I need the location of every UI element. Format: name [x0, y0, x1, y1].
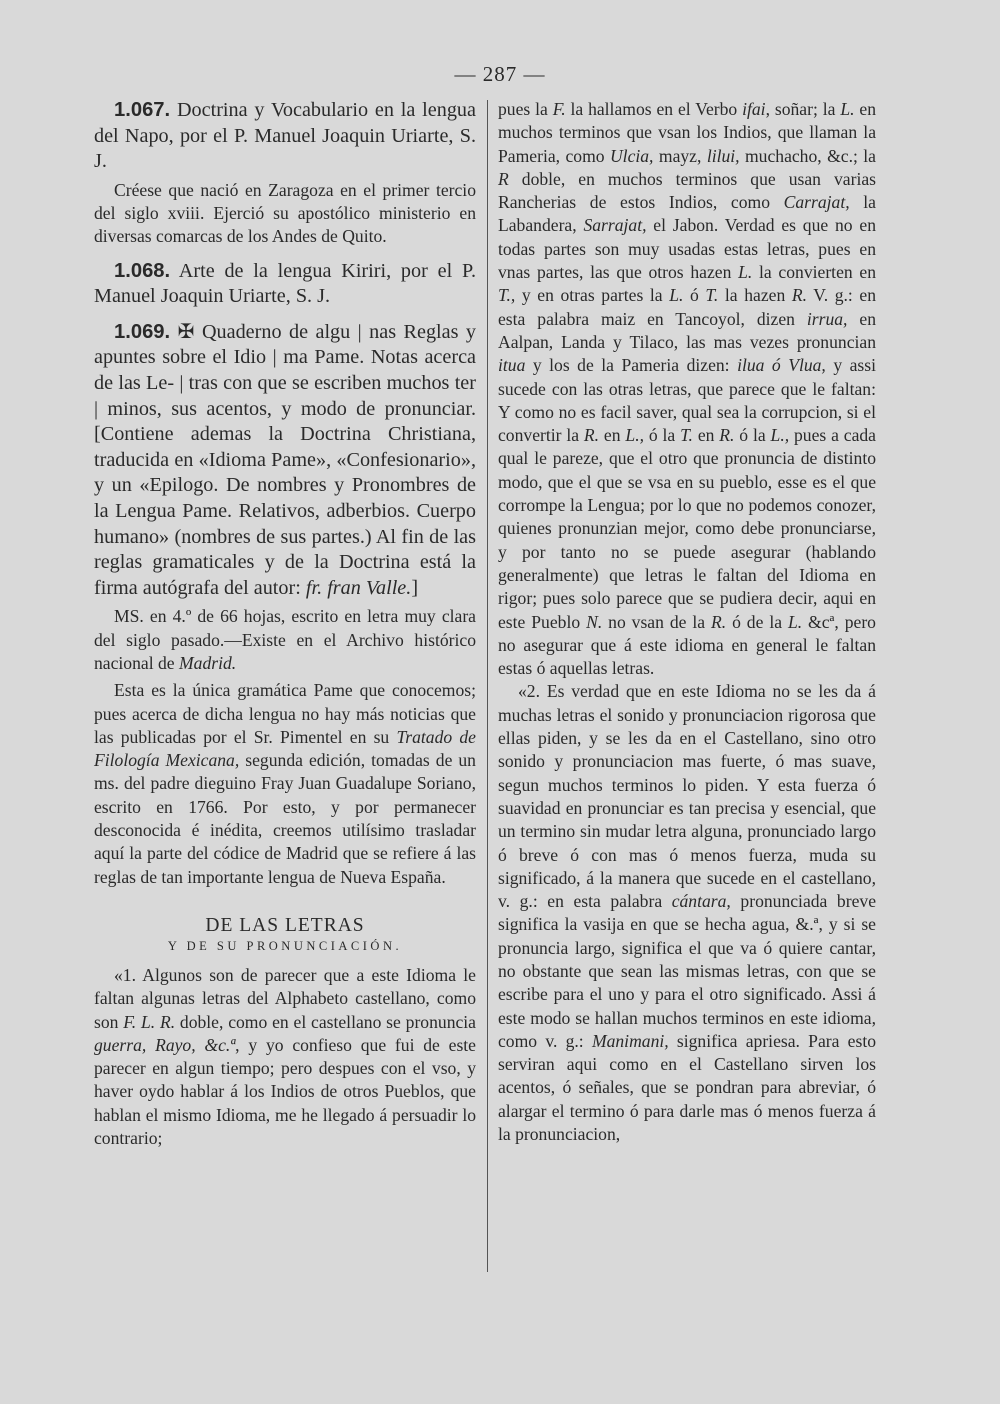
quote-text: la hallamos en el Verbo — [565, 99, 743, 119]
manuscript-text: MS. en 4.º de 66 hojas, escrito en letra muy clara del siglo pasado.—Existe en el Archivo histórico nacional de — [94, 606, 476, 673]
pame-word: Carrajat, — [783, 192, 850, 213]
quote-text: y assi sucede con las otras letras, que parece que le faltan: Y como no es facil saver, qual sea la corrupcion, si el convertir la — [498, 355, 877, 446]
letter: L. — [669, 285, 684, 306]
entry-title: ✠ Quaderno de algu | nas Reglas y apuntes sobre el Idio | ma Pame. Notas acerca de las Le- | tras con que se escriben muchos ter | minos, sus acentos, y modo de pronunciar. [Contiene ademas la Doctrina Christiana, traducida en «Idioma Pame», «Confesionario», y un «Epilogo. De nombres y Pronombres de la Lengua Pame. Relativos, adberbios. Cuerpo humano» (nombres de sus partes.) Al fin de las reglas gramaticales y de la Doctrina está la firma autógrafa del autor: — [94, 320, 476, 599]
letter: L., — [625, 425, 644, 446]
quote-text: &cª, pero no asegurar que á este idioma en general le faltan estas ó aquellas letras. — [498, 611, 876, 679]
letter: T. — [705, 285, 719, 306]
entry-title: Arte de la lengua Kiriri, por el P. Manuel Joaquin Uriarte, S. J. — [94, 259, 476, 308]
pame-word: Sarrajat, — [583, 215, 647, 236]
quote-text: , y yo confieso que fui de este parecer en algun tiempo; pero despues con el vso, y haver oydo hablar á los Indios de otros Pueblos, que hablan el mismo Idioma, me he llegado á persuadir lo contrario; — [94, 1034, 476, 1149]
quote-text: pues a cada qual le pareze, que el otro que pronuncia de distinto modo, que el que se vsa en su pueblo, esse es el que corrompe la Lengua; por lo que no podemos conozer, quienes pronunzian mejor, como debe pronunciarse, y por tanto no se puede asegurar (hablando generalmente) que letras le faltan del Idioma en rigor; pues solo parece que se pudiera decir, aqui en este Pueblo — [498, 425, 876, 632]
pame-word: Manimani, — [591, 1030, 669, 1051]
letter: R — [498, 168, 509, 189]
archive-place: Madrid. — [179, 652, 237, 673]
quote-paragraph-1 — [94, 964, 476, 1150]
quote-text: «1. Algunos son de parecer que a este Idioma le faltan algunas letras del Alphabeto castellano, como son — [94, 964, 476, 1032]
quote-text: significa apriesa. Para esto serviran aqui como en el Castellano sirven los acentos, ó señales, que se pondran para abreviar, ó alargar el termino ó para darle mas ó menos fuerza á la pronunciacion, — [498, 1030, 877, 1145]
quote-text: ó de la — [726, 611, 788, 632]
pame-word: itua — [498, 355, 526, 376]
manuscript-note — [94, 605, 476, 675]
quote-text: y en otras partes la — [515, 285, 670, 306]
entry-title: Doctrina y Vocabulario en la lengua del Napo, por el P. Manuel Joaquin Uriarte, S. J. — [94, 99, 476, 173]
quote-text: la hazen — [718, 285, 792, 306]
letter: N. — [586, 611, 603, 632]
letters-list: F. L. R. — [123, 1011, 176, 1032]
quote-text: doble, como en el castellano se pronuncia — [175, 1011, 476, 1032]
quote-text: doble, en muchos terminos que usan varias Rancherias de estos Indios, como — [498, 168, 876, 213]
cited-work: Tratado de Filología Mexicana, — [94, 726, 476, 771]
entry-number: 1.069. — [114, 320, 171, 343]
letter: T., — [498, 285, 516, 306]
commentary-paragraph — [94, 679, 476, 889]
bracket-close: ] — [411, 576, 419, 599]
quote-text: en Aalpan, Landa y Tilaco, las mas vezes pronuncian — [498, 308, 876, 352]
entry-1069 — [94, 320, 476, 602]
quote-text: «2. Es verdad que en este Idioma no se les da á muchas letras el sonido y pronunciacion rigorosa que ellas piden, y se les da en el Castellano, sino otro sonido y pronunciacion mas fuerte, ó mas suave, segun muchos terminos lo piden. Y esta fuerza ó suavidad en pronunciar es tan precisa y esencial, que un termino sin mudar letra alguna, pronunciado largo ó breve ó con mas ó menos fuerza, muda su significado, á la manera que sucede en el castellano, v. g.: en esta palabra — [498, 681, 876, 912]
pame-word: Ulcia, — [609, 145, 654, 166]
page-number: — 287 — — [454, 62, 546, 86]
quote-text: no vsan de la — [602, 611, 711, 632]
example-word: cántara, — [671, 891, 731, 912]
quote-paragraph-1-continued — [498, 98, 876, 680]
letter: L., — [770, 425, 790, 446]
quote-text: en — [692, 425, 720, 446]
author-signature: fr. fran Valle. — [305, 576, 412, 599]
left-column — [94, 98, 476, 1150]
letter: L. — [840, 99, 855, 119]
quote-text: ó la — [644, 425, 681, 446]
entry-number: 1.068. — [114, 259, 171, 282]
right-column — [498, 98, 876, 1146]
letter: R. — [719, 425, 735, 446]
letter: L. — [738, 262, 753, 283]
quote-text: mayz, — [653, 145, 707, 166]
pame-word: irrua, — [806, 308, 848, 329]
quote-text: V. g.: en esta palabra maiz en Tancoyol, dizen — [498, 285, 877, 329]
commentary-text-a: Esta es la única gramática Pame que conocemos; pues acerca de dicha lengua no hay más noticias que las publicadas por el Sr. Pimentel en su — [94, 680, 476, 747]
letter: F. — [552, 99, 566, 119]
section-heading: DE LAS LETRAS — [205, 914, 365, 936]
quote-paragraph-2 — [498, 680, 876, 1146]
quote-text: muchacho, &c.; la — [739, 145, 876, 166]
quote-text: en muchos terminos que vsan los Indios, que llaman la Pameria, como — [498, 99, 876, 166]
section-subheading: Y DE SU PRONUNCIACIÓN. — [167, 938, 403, 953]
quote-text: y los de la Pameria dizen: — [525, 355, 738, 376]
quote-text: la convierten en — [752, 262, 876, 283]
quote-text: ó la — [734, 425, 771, 446]
quote-text: en — [599, 425, 626, 446]
commentary-text-b: segunda edición, tomadas de un ms. del padre dieguino Fray Juan Guadalupe Soriano, escrito en 1766. Por esto, y por permanecer desconocida é inédita, creemos utilísimo trasladar aquí la parte del códice de Madrid que se refiere á las reglas de tan importante lengua de Nueva España. — [94, 750, 476, 887]
quote-text: pronunciada breve significa la vasija en que se hecha agua, &.ª, y si se pronuncia largo, significa el que va ó quiere cantar, no obstante que sean las mismas letras, con que se escribe para el uno y para el otro significado. Assi á este modo se hallan muchos terminos en este idioma, como v. g.: — [498, 891, 877, 1051]
letter: R. — [791, 285, 807, 306]
entry-number: 1.067. — [114, 99, 171, 121]
quote-text: , soñar; la — [765, 99, 841, 119]
entry-1067-note: Créese que nació en Zaragoza en el primer tercio del siglo xviii. Ejerció su apostólico ministerio en diversas comarcas de los Andes de Quito. — [94, 179, 476, 247]
letter: L. — [787, 611, 803, 632]
quote-text: el Jabon. Verdad es que no en todas partes son muy usadas estas letras, pues en vnas partes, las que otros hazen — [498, 215, 876, 283]
letter: T. — [680, 425, 693, 446]
letter: R. — [710, 611, 727, 632]
entry-1068 — [94, 259, 476, 310]
pame-word: ilua ó Vlua, — [737, 355, 826, 376]
entry-1067 — [94, 98, 476, 175]
letter: R. — [583, 425, 600, 446]
column-divider — [487, 100, 488, 1272]
pame-word: ifai — [742, 99, 766, 119]
quote-text: ó — [683, 285, 706, 306]
pame-word: lilui, — [706, 145, 740, 166]
quote-text: pues la — [498, 99, 553, 119]
quote-text: la Labandera, — [498, 192, 876, 236]
example-words: guerra, Rayo, &c.ª — [94, 1034, 236, 1055]
